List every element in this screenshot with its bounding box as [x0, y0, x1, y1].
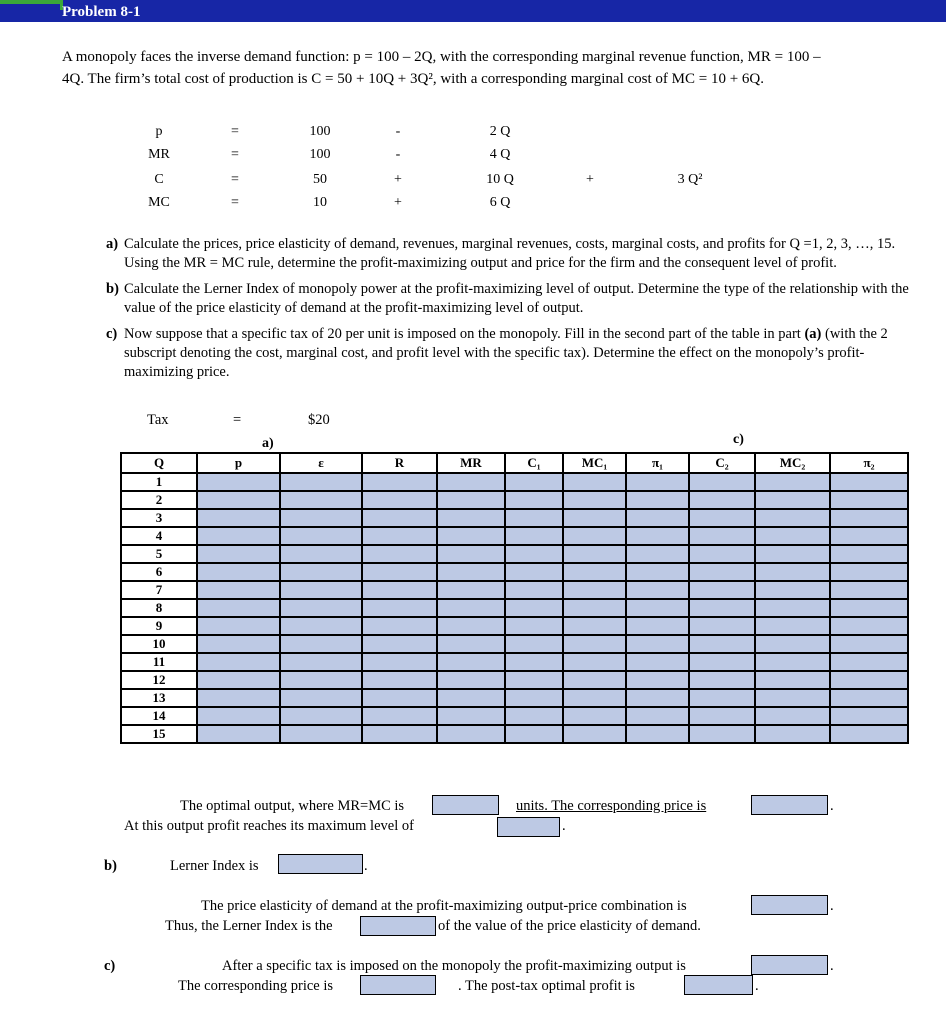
- column-header: R: [362, 453, 437, 473]
- answer-cell[interactable]: [689, 707, 755, 725]
- answer-cell[interactable]: [280, 509, 362, 527]
- table-row: [121, 473, 908, 491]
- answer-cell[interactable]: [689, 581, 755, 599]
- answer-cell[interactable]: [563, 563, 626, 581]
- eq-equals: =: [231, 172, 239, 187]
- answer-cell[interactable]: [362, 545, 437, 563]
- eq-term-2: 3 Q²: [677, 172, 703, 187]
- answer-cell[interactable]: [362, 473, 437, 491]
- row-q-value: 15: [121, 725, 197, 743]
- eq-constant: 100: [309, 147, 331, 162]
- table-row: [121, 491, 908, 509]
- eq-term: 6 Q: [489, 195, 511, 210]
- answer-cell[interactable]: [280, 491, 362, 509]
- answer-cell[interactable]: [280, 617, 362, 635]
- answer-cell[interactable]: [830, 653, 908, 671]
- answer-cell[interactable]: [505, 671, 563, 689]
- answer-cell[interactable]: [830, 599, 908, 617]
- row-q-value: 10: [121, 635, 197, 653]
- eq-constant: 50: [313, 172, 327, 187]
- question-text: Calculate the prices, price elasticity of demand, revenues, marginal revenues, costs, marginal costs, and profits for Q =1, 2, 3, …, 15. Using the MR = MC rule, determine the profit-maximizing output and price for the firm and the consequent level of profit.: [124, 236, 896, 271]
- lerner-index-input[interactable]: [278, 854, 363, 874]
- answer-cell[interactable]: [505, 599, 563, 617]
- question-label: a): [106, 236, 119, 252]
- answer-cell[interactable]: [755, 473, 830, 491]
- answer-cell[interactable]: [626, 599, 689, 617]
- answer-cell[interactable]: [280, 527, 362, 545]
- answer-cell[interactable]: [563, 689, 626, 707]
- answer-cell[interactable]: [830, 545, 908, 563]
- elasticity-text: The price elasticity of demand at the profit-maximizing output-price combination is: [201, 898, 687, 914]
- eq-operator-2: +: [586, 172, 594, 187]
- post-tax-output-input[interactable]: [751, 955, 828, 975]
- answer-cell[interactable]: [280, 635, 362, 653]
- tax-label: Tax: [147, 412, 169, 428]
- of-value-text: of the value of the price elasticity of demand.: [438, 918, 701, 934]
- answer-cell[interactable]: [563, 617, 626, 635]
- answer-cell[interactable]: [689, 725, 755, 743]
- answer-cell[interactable]: [755, 563, 830, 581]
- row-q-value: 3: [121, 509, 197, 527]
- answer-cell[interactable]: [563, 725, 626, 743]
- intro-line-2: 4Q. The firm’s total cost of production is C = 50 + 10Q + 3Q², with a corresponding marginal cost of MC = 10 + 6Q.: [62, 71, 764, 87]
- answer-cell[interactable]: [505, 563, 563, 581]
- table-row: [121, 617, 908, 635]
- answer-cell[interactable]: [362, 671, 437, 689]
- answer-cell[interactable]: [755, 581, 830, 599]
- answer-cell[interactable]: [437, 563, 505, 581]
- row-q-value: 9: [121, 617, 197, 635]
- answer-cell[interactable]: [689, 491, 755, 509]
- question-a: [106, 235, 916, 273]
- column-header: MR: [437, 453, 505, 473]
- question-c: [106, 325, 916, 382]
- answer-cell[interactable]: [197, 581, 280, 599]
- answer-cell[interactable]: [505, 689, 563, 707]
- answer-cell[interactable]: [280, 563, 362, 581]
- answer-cell[interactable]: [437, 725, 505, 743]
- answer-cell[interactable]: [830, 635, 908, 653]
- eq-constant: 10: [313, 195, 327, 210]
- eq-operator: +: [394, 172, 402, 187]
- question-text-pre: Now suppose that a specific tax of 20 per unit is imposed on the monopoly. Fill in the second part of the table in part: [124, 326, 805, 342]
- title-accent: [0, 0, 62, 4]
- answer-cell[interactable]: [563, 473, 626, 491]
- answer-cell[interactable]: [563, 707, 626, 725]
- answer-cell[interactable]: [437, 653, 505, 671]
- answer-cell[interactable]: [689, 617, 755, 635]
- answer-cell[interactable]: [755, 545, 830, 563]
- answer-cell[interactable]: [830, 581, 908, 599]
- table-row: [121, 725, 908, 743]
- answer-cell[interactable]: [197, 509, 280, 527]
- answer-cell[interactable]: [563, 491, 626, 509]
- answer-cell[interactable]: [755, 491, 830, 509]
- eq-operator: +: [394, 195, 402, 210]
- answer-cell[interactable]: [755, 671, 830, 689]
- answer-cell[interactable]: [689, 527, 755, 545]
- answer-cell[interactable]: [362, 563, 437, 581]
- column-header: ε: [280, 453, 362, 473]
- answer-cell[interactable]: [362, 707, 437, 725]
- answer-cell[interactable]: [362, 635, 437, 653]
- table-row: [121, 653, 908, 671]
- answer-cell[interactable]: [755, 707, 830, 725]
- relationship-input[interactable]: [360, 916, 436, 936]
- answer-cell[interactable]: [563, 653, 626, 671]
- answer-cell[interactable]: [505, 473, 563, 491]
- column-header: π₁: [626, 453, 689, 473]
- answer-cell[interactable]: [362, 527, 437, 545]
- answer-cell[interactable]: [755, 725, 830, 743]
- answer-cell[interactable]: [437, 527, 505, 545]
- answer-cell[interactable]: [362, 689, 437, 707]
- answer-cell[interactable]: [197, 491, 280, 509]
- period: .: [830, 798, 834, 814]
- answer-cell[interactable]: [626, 689, 689, 707]
- answer-cell[interactable]: [437, 671, 505, 689]
- question-text-bold: (a): [804, 326, 822, 342]
- row-q-value: 12: [121, 671, 197, 689]
- answer-cell[interactable]: [280, 671, 362, 689]
- answer-cell[interactable]: [437, 491, 505, 509]
- answer-cell[interactable]: [437, 707, 505, 725]
- answer-cell[interactable]: [689, 563, 755, 581]
- answer-cell[interactable]: [197, 635, 280, 653]
- answer-cell[interactable]: [830, 473, 908, 491]
- answer-cell[interactable]: [830, 563, 908, 581]
- answer-cell[interactable]: [362, 653, 437, 671]
- optimal-output-text: The optimal output, where MR=MC is: [180, 798, 405, 814]
- answer-cell[interactable]: [626, 635, 689, 653]
- eq-operator: -: [395, 124, 401, 139]
- answer-cell[interactable]: [563, 545, 626, 563]
- question-b: [106, 280, 916, 318]
- answer-cell[interactable]: [563, 635, 626, 653]
- answer-cell[interactable]: [280, 473, 362, 491]
- answer-cell[interactable]: [280, 581, 362, 599]
- answer-cell[interactable]: [505, 509, 563, 527]
- answer-cell[interactable]: [563, 509, 626, 527]
- answer-cell[interactable]: [197, 545, 280, 563]
- answer-cell[interactable]: [689, 599, 755, 617]
- post-tax-profit-text: . The post-tax optimal profit is: [458, 978, 635, 994]
- row-q-value: 13: [121, 689, 197, 707]
- section-a-label: a): [262, 436, 274, 451]
- period: .: [364, 858, 368, 874]
- max-profit-input[interactable]: [497, 817, 560, 837]
- answer-cell[interactable]: [362, 491, 437, 509]
- answer-cell[interactable]: [505, 491, 563, 509]
- answer-cell[interactable]: [626, 671, 689, 689]
- row-q-value: 11: [121, 653, 197, 671]
- answer-cell[interactable]: [505, 545, 563, 563]
- answer-cell[interactable]: [626, 491, 689, 509]
- answer-cell[interactable]: [197, 617, 280, 635]
- answer-cell[interactable]: [280, 707, 362, 725]
- eq-name: p: [155, 124, 163, 139]
- answer-cell[interactable]: [505, 527, 563, 545]
- answer-cell[interactable]: [280, 725, 362, 743]
- column-header: C₁: [505, 453, 563, 473]
- eq-operator: -: [395, 147, 401, 162]
- period: .: [755, 978, 759, 994]
- question-text: Calculate the Lerner Index of monopoly power at the profit-maximizing level of output. Determine the type of the relationship with the value of the price elasticity of demand at the profit-maximizing level of output.: [124, 281, 909, 316]
- answer-cell[interactable]: [197, 707, 280, 725]
- answer-cell[interactable]: [197, 671, 280, 689]
- answer-cell[interactable]: [755, 599, 830, 617]
- column-header: p: [197, 453, 280, 473]
- answer-cell[interactable]: [505, 581, 563, 599]
- answer-cell[interactable]: [830, 527, 908, 545]
- elasticity-input[interactable]: [751, 895, 828, 915]
- table-row: [121, 527, 908, 545]
- lerner-text: Lerner Index is: [170, 858, 259, 874]
- answer-cell[interactable]: [197, 689, 280, 707]
- answer-cell[interactable]: [437, 509, 505, 527]
- answer-cell[interactable]: [197, 527, 280, 545]
- answer-cell[interactable]: [437, 599, 505, 617]
- answer-cell[interactable]: [626, 527, 689, 545]
- eq-term: 2 Q: [489, 124, 511, 139]
- answer-cell[interactable]: [755, 653, 830, 671]
- answer-cell[interactable]: [563, 599, 626, 617]
- answer-cell[interactable]: [437, 545, 505, 563]
- answer-cell[interactable]: [197, 563, 280, 581]
- question-label: b): [106, 281, 119, 297]
- column-header: π₂: [830, 453, 908, 473]
- eq-term: 10 Q: [486, 172, 514, 187]
- eq-term: 4 Q: [489, 147, 511, 162]
- answer-cell[interactable]: [689, 545, 755, 563]
- units-price-text: units. The corresponding price is: [516, 798, 707, 814]
- table-row: [121, 509, 908, 527]
- optimal-output-input[interactable]: [432, 795, 499, 815]
- table-row: [121, 707, 908, 725]
- questions-list: [106, 235, 916, 389]
- post-tax-price-text: The corresponding price is: [178, 978, 334, 994]
- answer-cell[interactable]: [197, 599, 280, 617]
- answer-cell[interactable]: [689, 671, 755, 689]
- table-header-row: [121, 453, 908, 473]
- table-row: [121, 545, 908, 563]
- answer-cell[interactable]: [689, 473, 755, 491]
- section-c-label: c): [733, 432, 744, 447]
- answer-cell[interactable]: [626, 653, 689, 671]
- answer-cell[interactable]: [505, 725, 563, 743]
- answer-cell[interactable]: [830, 707, 908, 725]
- answer-cell[interactable]: [505, 653, 563, 671]
- optimal-price-input[interactable]: [751, 795, 828, 815]
- answer-cell[interactable]: [280, 599, 362, 617]
- answer-cell[interactable]: [197, 653, 280, 671]
- answer-cell[interactable]: [280, 653, 362, 671]
- answer-cell[interactable]: [689, 689, 755, 707]
- answer-cell[interactable]: [280, 545, 362, 563]
- column-header: Q: [121, 453, 197, 473]
- row-q-value: 8: [121, 599, 197, 617]
- answer-cell[interactable]: [437, 473, 505, 491]
- thus-text: Thus, the Lerner Index is the: [165, 918, 333, 934]
- answer-cell[interactable]: [755, 617, 830, 635]
- answer-cell[interactable]: [563, 527, 626, 545]
- column-header: MC₁: [563, 453, 626, 473]
- answer-cell[interactable]: [626, 725, 689, 743]
- answer-cell[interactable]: [437, 689, 505, 707]
- answer-cell[interactable]: [626, 545, 689, 563]
- answer-cell[interactable]: [830, 725, 908, 743]
- answer-cell[interactable]: [626, 509, 689, 527]
- answer-cell[interactable]: [362, 617, 437, 635]
- part-c-label: c): [104, 958, 116, 974]
- row-q-value: 5: [121, 545, 197, 563]
- period: .: [830, 898, 834, 914]
- answer-cell[interactable]: [563, 671, 626, 689]
- answer-cell[interactable]: [830, 509, 908, 527]
- table-row: [121, 563, 908, 581]
- answer-cell[interactable]: [437, 617, 505, 635]
- tax-equals: =: [233, 412, 242, 428]
- table-row: [121, 635, 908, 653]
- table-row: [121, 599, 908, 617]
- answer-cell[interactable]: [755, 509, 830, 527]
- post-tax-profit-input[interactable]: [684, 975, 753, 995]
- row-q-value: 4: [121, 527, 197, 545]
- answer-cell[interactable]: [830, 491, 908, 509]
- eq-equals: =: [231, 124, 239, 139]
- intro-line-1: A monopoly faces the inverse demand function: p = 100 – 2Q, with the corresponding marginal revenue function, MR = 100 –: [62, 49, 821, 65]
- answer-cell[interactable]: [626, 617, 689, 635]
- intro-paragraph: [62, 46, 912, 90]
- answer-cell[interactable]: [830, 689, 908, 707]
- answer-cell[interactable]: [689, 509, 755, 527]
- eq-name: MR: [148, 147, 170, 162]
- table-row: [121, 581, 908, 599]
- answer-cell[interactable]: [830, 617, 908, 635]
- column-header: C₂: [689, 453, 755, 473]
- answer-cell[interactable]: [437, 581, 505, 599]
- row-q-value: 7: [121, 581, 197, 599]
- answer-cell[interactable]: [755, 527, 830, 545]
- post-tax-price-input[interactable]: [360, 975, 436, 995]
- answer-cell[interactable]: [505, 707, 563, 725]
- answer-cell[interactable]: [626, 581, 689, 599]
- answer-cell[interactable]: [437, 635, 505, 653]
- row-q-value: 6: [121, 563, 197, 581]
- eq-constant: 100: [309, 124, 331, 139]
- answer-cell[interactable]: [505, 635, 563, 653]
- answer-cell[interactable]: [197, 473, 280, 491]
- answer-cell[interactable]: [755, 635, 830, 653]
- answer-cell[interactable]: [280, 689, 362, 707]
- answer-cell[interactable]: [689, 635, 755, 653]
- row-q-value: 14: [121, 707, 197, 725]
- period: .: [830, 958, 834, 974]
- table-row: [121, 671, 908, 689]
- eq-name: C: [154, 172, 164, 187]
- answer-cell[interactable]: [626, 473, 689, 491]
- answer-cell[interactable]: [362, 509, 437, 527]
- table-body: [121, 473, 908, 743]
- eq-equals: =: [231, 147, 239, 162]
- answer-cell[interactable]: [830, 671, 908, 689]
- post-tax-output-text: After a specific tax is imposed on the monopoly the profit-maximizing output is: [222, 958, 686, 974]
- answer-cell[interactable]: [689, 653, 755, 671]
- column-header: MC₂: [755, 453, 830, 473]
- question-text: [124, 325, 916, 382]
- answer-cell[interactable]: [362, 581, 437, 599]
- tax-value: $20: [308, 412, 330, 428]
- question-label: c): [106, 326, 118, 342]
- answer-cell[interactable]: [197, 725, 280, 743]
- max-profit-text: At this output profit reaches its maximum level of: [124, 818, 414, 834]
- answer-cell[interactable]: [362, 599, 437, 617]
- table-row: [121, 689, 908, 707]
- eq-name: MC: [148, 195, 170, 210]
- period: .: [562, 818, 566, 834]
- answer-cell[interactable]: [505, 617, 563, 635]
- question-text-post: (with the 2 subscript denoting the cost, marginal cost, and profit level with the specific tax). Determine the effect on the monopoly’s profit-maximizing price.: [124, 326, 888, 380]
- problem-title: Problem 8-1: [62, 4, 141, 20]
- answer-cell[interactable]: [626, 563, 689, 581]
- eq-equals: =: [231, 195, 239, 210]
- answer-table: [120, 452, 909, 744]
- answer-cell[interactable]: [626, 707, 689, 725]
- answer-cell[interactable]: [563, 581, 626, 599]
- answer-cell[interactable]: [755, 689, 830, 707]
- title-bar: [0, 0, 946, 22]
- row-q-value: 1: [121, 473, 197, 491]
- part-b-label: b): [104, 858, 117, 874]
- row-q-value: 2: [121, 491, 197, 509]
- answer-cell[interactable]: [362, 725, 437, 743]
